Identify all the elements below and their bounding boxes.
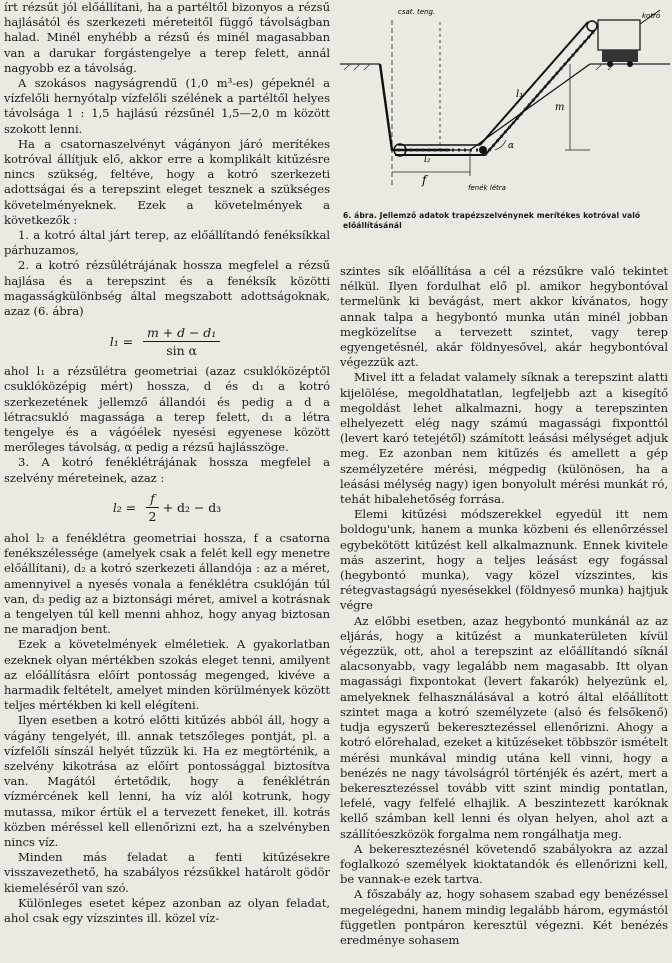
paragraph: Különleges esetet képez azonban az olyan feladat, ahol csak egy vízszintes ill. közel víz- (4, 895, 330, 925)
formula-lhs: l₁ = (109, 333, 134, 349)
paragraph: Az előbbi esetben, azaz hegybontó munkánál az az eljárás, hogy a kitűzést a munkaterületen kívül végezzük, ott, ahol a terepszint az előállítandó síknál alacsonyabb, vagy legalább nem magasabb. Itt olyan magassági fixpontokat (levert fakarók) helyezünk el, amelyeknek felhasználásával a kotró által előállított szintet maga a kotró személyzete (alsó és felsőkenő) tudja egyszerű bekeresztezéssel ellenőrizni. Ahogy a kotró előrehalad, ezeket a kitűzéseket többször ismételt mérési munkával mindig utána kell vinni, hogy a benézés ne nagy távolságról történjék és azért, mert a bekeresztezéssel tovább vitt szint mindig pontatlan, lefelé, vagy felfelé elhajlik. A beszintezett karóknak kellő számban kell lenni és olyan helyen, ahol azt a szállítóeszközök forgalma nem rongálhatja meg. (340, 613, 668, 841)
formula-rest: + d₂ − d₃ (162, 500, 222, 516)
paragraph: 1. a kotró által járt terep, az előállítandó fenéksíkkal párhuzamos, (4, 228, 330, 258)
paragraph: 2. a kotró rézsűlétrájának hossza megfelel a rézsű hajlása és a terepszint és a fenéksík közötti magasságkülönbség által megszabott adottságoknak, azaz (6. ábra) (4, 258, 330, 319)
denominator: 2 (148, 509, 157, 525)
paragraph: ahol l₂ a fenéklétra geometriai hossza, f a csatorna fenékszélessége (amelyek csak a felét kell egy menetre előállítani), d₂ a kotró szerkezeti állandója : az a méret, amennyivel a nyesés vonala a fenéklétra csuklóján túl van, d₃ pedig az a biztonsági méret, amivel a kotrásnak a tengelyen túl kell menni ahhoz, hogy anyag biztosan ne maradjon bent. (4, 530, 330, 637)
dimension-label-f: f (422, 173, 427, 187)
fraction (146, 491, 159, 524)
paragraph: 3. A kotró fenéklétrájának hossza megfelel a szelvény méreteinek, azaz : (4, 455, 330, 485)
paragraph: A szokásos nagyságrendű (1,0 m³-es) gépeknél a vízfelőli hernyótalp vízfelőli szélének a partéltől helyes távolsága 1 : 1,5 hajlású rézsűnél 1,5—2,0 m között szokott lenni. (4, 76, 330, 136)
paragraph: Ha a csatornaszelvényt vágányon járó merítékes kotróval állítjuk elő, akkor erre a komplikált kitűzésre nincs szükség, feltéve, hogy a kotró szerkezeti adottságai és a terepszint eleget tesznek a szükséges követelményeknek. Ezek a követelmények a következők : (4, 136, 330, 227)
paragraph: A bekeresztezésnél követendő szabályokra az azzal foglalkozó személyek kioktatandók és ellenőrizni kell, be vannak-e ezek tartva. (340, 841, 668, 887)
figure-caption: 6. ábra. Jellemző adatok trapézszelvénynek merítékes kotróval való előállításánál (343, 211, 641, 230)
paragraph: ahol l₁ a rézsűlétra geometriai (azaz csuklóközéptől csuklóközépig mért) hossza, d és d₁ a kotró szerkezetének jellemző állandói és pedig a d a létracsukló magassága a terep felett, d₁ a létra tengelye és a vágóélek nyesési egyenese között merőleges távolság, α pedig a rézsű hajlásszöge. (4, 364, 330, 455)
right-column (340, 264, 668, 948)
paragraph: Mivel itt a feladat valamely síknak a terepszint alatti kijelölése, megoldhatatlan, legfeljebb azt a kisegítő megoldást lehet alkalmazni, hogy a terepszinten elhelyezett elég nagy számú magassági fixponttól (levert karó tetejétől) számított leásási mélységet adjuk meg. Ez azonban nem kitűzés és amellett a gép személyzetére mérési, mégpedig (különösen, ha a leásási mélység nagy) igen bonyolult mérési munkát ró, tehát hibalehetőség forrása. (340, 370, 668, 507)
left-column (4, 0, 330, 926)
numerator: m + d − d₁ (143, 325, 220, 342)
formula-l1 (4, 321, 330, 361)
paragraph: szintes sík előállítása a cél a rézsűkre való tekintet nélkül. Ilyen fordulhat elő pl. amikor hegybontóval termelünk ki bevágást, mert akkor kívánatos, hogy annak talpa a hegybontó munka után minél jobban megközelítse a tervezett szintet, vagy terep egyengetésnél, akár földnyesővel, akár hegybontóval végezzük azt. (340, 264, 668, 370)
dimension-label-m: m (555, 102, 565, 113)
figure-6-diagram (340, 0, 670, 210)
label-excavator: kotró (642, 12, 661, 20)
label-axis: csat. teng. (398, 8, 436, 16)
dimension-label-l1: l₁ (516, 89, 524, 100)
formula-l2 (4, 488, 330, 528)
paragraph: Ezek a követelmények elméletiek. A gyakorlatban ezeknek olyan mértékben szokás eleget tenni, amilyent az előállításra előírt pontosság megenged, kivéve a harmadik feltételt, amelyet minden körülmények között teljes mértékben ki kell elégíteni. (4, 637, 330, 713)
ground-hatch (344, 64, 614, 70)
paragraph: A főszabály az, hogy sohasem szabad egy benézéssel megelégedni, hanem mindig legalább három, egymástól független pontpáron keresztül végezni. Két benézés eredménye sohasem (340, 887, 668, 947)
label-alpha: α (508, 141, 515, 151)
paragraph: Minden más feladat a fenti kitűzésekre visszavezethető, ha szabályos rézsűkkel határolt gödör kiemeléséről van szó. (4, 850, 330, 895)
dimension-label-l2: l₂ (424, 155, 431, 165)
paragraph: írt rézsűt jól előállítani, ha a partéltől bizonyos a rézsű hajlásától és szerkezeti méreteitől függő távolságban halad. Minél enyhébb a rézsű és minél magasabban van a darukar forgástengelye a terep felett, annál nagyobb ez a távolság. (4, 0, 330, 75)
paragraph: Ilyen esetben a kotró előtti kitűzés abból áll, hogy a vágány tengelyét, ill. annak tetszőleges pontját, pl. a vízfelőli sínszál helyét tűzzük ki. Ha ez megtörténik, a szelvény kikotrása az előírt pontossággal biztosítva van. Magától értetődik, hogy a fenéklétrán vízmércének kell lenni, ha víz alól kotrunk, hogy mutassa, mikor értük el a tervezett feneket, ill. kotrás közben méréssel kell ellenőrizni ezt, ha a szelvényben nincs víz. (4, 713, 330, 849)
dimension-lines (392, 22, 590, 176)
denominator: sin α (166, 342, 197, 358)
formula-lhs: l₂ = (112, 500, 137, 516)
paragraph: Elemi kitűzési módszerekkel egyedül itt nem boldogu'unk, hanem a munka közbeni és ellenőrzéssel egybekötött kitűzést kell alkalmaznunk. Ennek kivitele más aszerint, hogy a teljes leásást egy fogással (hegybontó munka), vagy közel vízszintes, kis rétegvastagságú nyesésekkel (földnyeső munka) hajtjuk végre (340, 507, 668, 613)
numerator: f (146, 491, 159, 508)
ladder (394, 21, 597, 156)
label-bottom-ladder: fenék létra (468, 184, 506, 192)
fraction (143, 325, 220, 358)
